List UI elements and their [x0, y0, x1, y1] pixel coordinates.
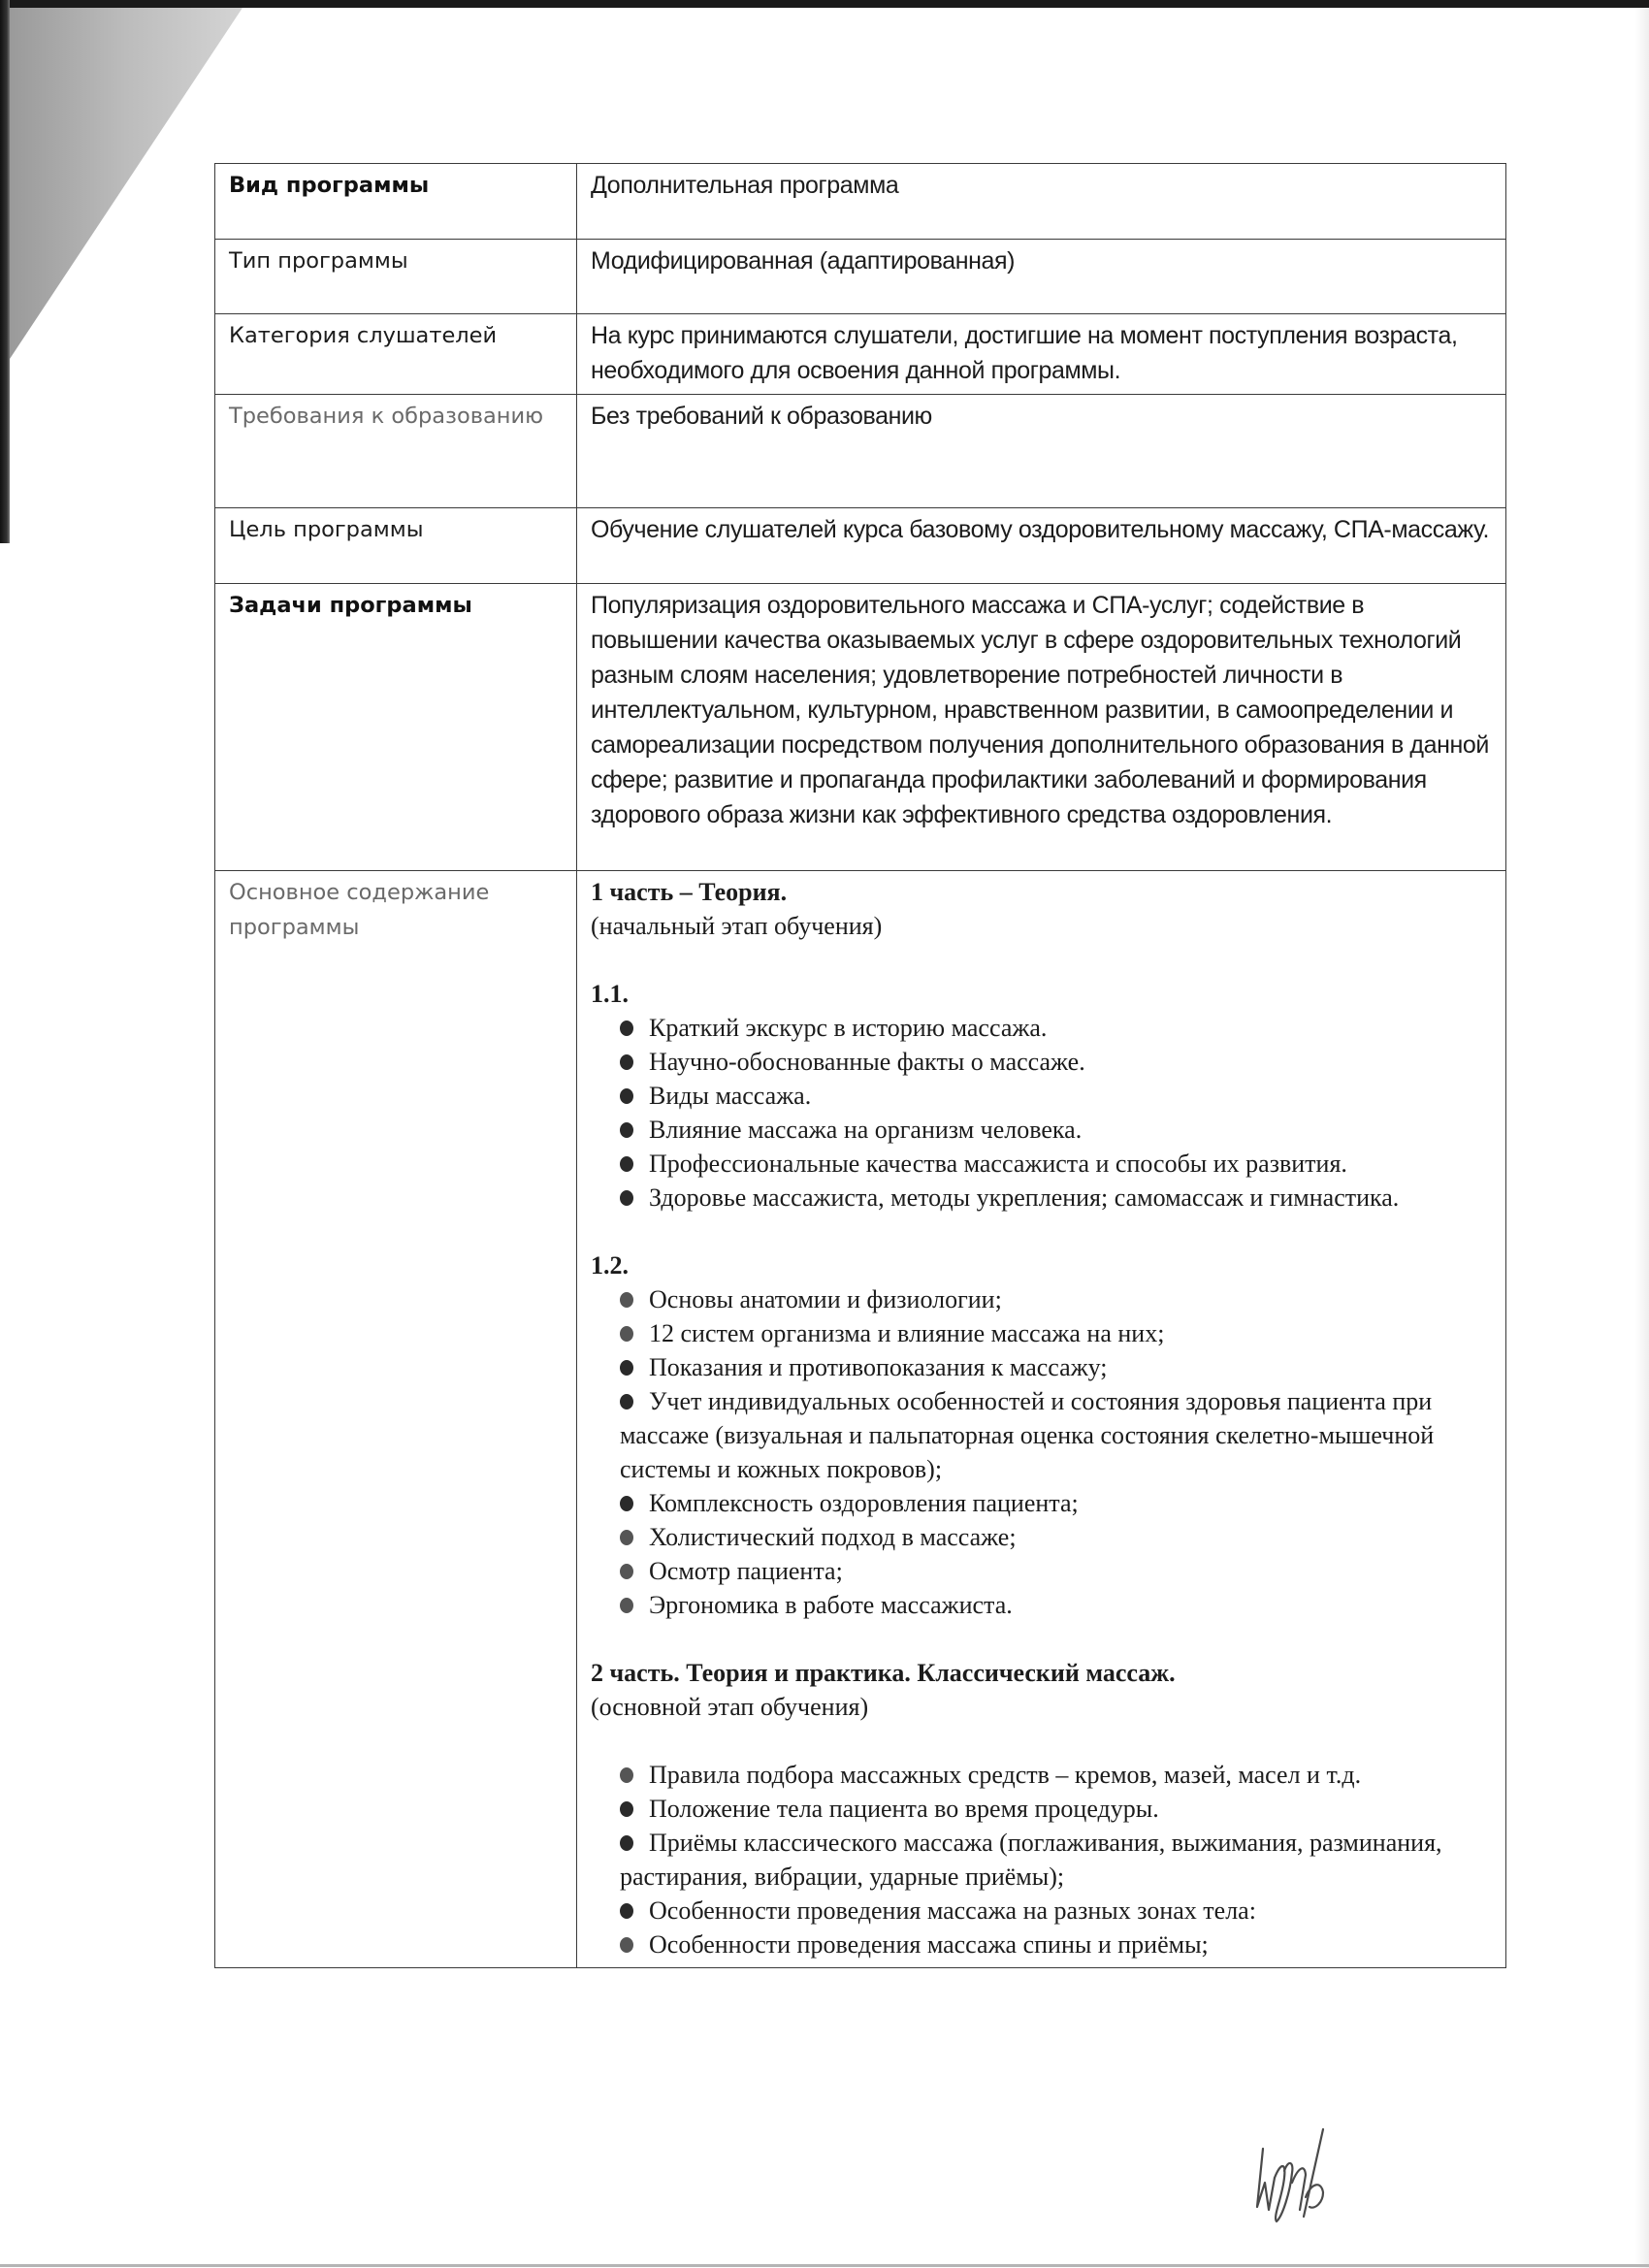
row-label: Основное содержание программы	[215, 871, 577, 1968]
section-1-2-list	[591, 1282, 1492, 1622]
row-label: Задачи программы	[215, 584, 577, 871]
table-row	[215, 314, 1506, 395]
bullet-icon	[620, 1088, 633, 1104]
table-row	[215, 395, 1506, 508]
list-item-text: Положение тела пациента во время процедуры.	[649, 1795, 1159, 1823]
bullet-icon	[620, 1767, 633, 1783]
part-2-list	[591, 1758, 1492, 1961]
bullet-icon	[620, 1598, 633, 1613]
list-item-text: Краткий экскурс в историю массажа.	[649, 1014, 1048, 1042]
bullet-icon	[620, 1530, 633, 1545]
bullet-icon	[620, 1835, 633, 1851]
table-row	[215, 508, 1506, 584]
list-item	[591, 1079, 1492, 1113]
list-item-text: Виды массажа.	[649, 1082, 812, 1110]
handwritten-signature-icon	[1251, 2124, 1348, 2231]
bullet-icon	[620, 1903, 633, 1919]
list-item	[591, 1894, 1492, 1928]
list-item-text: Комплексность оздоровления пациента;	[649, 1489, 1079, 1517]
row-label: Цель программы	[215, 508, 577, 584]
list-item	[591, 1011, 1492, 1045]
list-item-text: Правила подбора массажных средств – кремов, мазей, масел и т.д.	[649, 1761, 1362, 1789]
program-content	[577, 871, 1506, 1968]
list-item-text: Здоровье массажиста, методы укрепления; самомассаж и гимнастика.	[649, 1183, 1400, 1212]
list-item-text: Влияние массажа на организм человека.	[649, 1116, 1083, 1144]
section-number: 1.1.	[591, 980, 629, 1008]
spacer	[591, 1622, 1492, 1656]
list-item	[591, 1928, 1492, 1961]
list-item	[591, 1045, 1492, 1079]
list-item-text: Профессиональные качества массажиста и способы их развития.	[649, 1150, 1347, 1178]
list-item-text: Научно-обоснованные факты о массаже.	[649, 1048, 1085, 1076]
bullet-icon	[620, 1801, 633, 1817]
list-item	[591, 1520, 1492, 1554]
list-item	[591, 1554, 1492, 1588]
table-row	[215, 584, 1506, 871]
scan-shadow-right	[1635, 8, 1649, 2268]
spacer	[591, 943, 1492, 977]
row-label: Требования к образованию	[215, 395, 577, 508]
part-2-title: 2 часть. Теория и практика. Классический массаж.	[591, 1659, 1176, 1687]
list-item-text: Холистический подход в массаже;	[649, 1523, 1017, 1551]
list-item-text: Эргономика в работе массажиста.	[649, 1591, 1013, 1619]
list-item	[591, 1316, 1492, 1350]
bullet-icon	[620, 1394, 633, 1409]
spacer	[591, 1724, 1492, 1758]
bullet-icon	[620, 1326, 633, 1342]
scan-edge-bottom	[0, 2264, 1649, 2267]
row-label: Категория слушателей	[215, 314, 577, 395]
list-item	[591, 1758, 1492, 1792]
list-item	[591, 1384, 1492, 1486]
list-item-text: Учет индивидуальных особенностей и состояния здоровья пациента при массаже (визуальная и пальпаторная оценка состояния скелетно-мышечной системы и кожных покровов);	[620, 1387, 1435, 1483]
list-item	[591, 1792, 1492, 1826]
bullet-icon	[620, 1360, 633, 1376]
bullet-icon	[620, 1292, 633, 1308]
table-row	[215, 164, 1506, 240]
list-item-text: Показания и противопоказания к массажу;	[649, 1353, 1108, 1381]
row-value: Обучение слушателей курса базовому оздоровительному массажу, СПА-массажу.	[577, 508, 1506, 584]
row-value: Без требований к образованию	[577, 395, 1506, 508]
row-label: Вид программы	[215, 164, 577, 240]
section-1-1-list	[591, 1011, 1492, 1215]
list-item	[591, 1181, 1492, 1215]
list-item	[591, 1147, 1492, 1181]
list-item-text: Особенности проведения массажа на разных зонах тела:	[649, 1896, 1256, 1925]
spacer	[591, 1215, 1492, 1248]
bullet-icon	[620, 1496, 633, 1511]
bullet-icon	[620, 1021, 633, 1036]
row-value: Модифицированная (адаптированная)	[577, 240, 1506, 314]
list-item	[591, 1588, 1492, 1622]
list-item	[591, 1113, 1492, 1147]
list-item	[591, 1350, 1492, 1384]
bullet-icon	[620, 1122, 633, 1138]
list-item	[591, 1826, 1492, 1894]
bullet-icon	[620, 1937, 633, 1953]
table-row	[215, 871, 1506, 1968]
list-item-text: Осмотр пациента;	[649, 1557, 843, 1585]
list-item-text: Основы анатомии и физиологии;	[649, 1285, 1002, 1313]
bullet-icon	[620, 1564, 633, 1579]
part-2-stage: (основной этап обучения)	[591, 1693, 869, 1721]
row-value: Дополнительная программа	[577, 164, 1506, 240]
list-item-text: Особенности проведения массажа спины и приёмы;	[649, 1930, 1209, 1959]
row-value: На курс принимаются слушатели, достигшие на момент поступления возраста, необходимого для освоения данной программы.	[577, 314, 1506, 395]
section-number: 1.2.	[591, 1251, 629, 1280]
list-item	[591, 1282, 1492, 1316]
bullet-icon	[620, 1156, 633, 1172]
row-label: Тип программы	[215, 240, 577, 314]
list-item-text: Приёмы классического массажа (поглаживания, выжимания, разминания, растирания, вибрации, ударные приёмы);	[620, 1829, 1442, 1891]
bullet-icon	[620, 1190, 633, 1206]
program-table	[214, 163, 1506, 1968]
row-value: Популяризация оздоровительного массажа и СПА-услуг; содействие в повышении качества оказываемых услуг в сфере оздоровительных технологий разным слоям населения; удовлетворение потребностей личности в интеллектуальном, культурном, нравственном развитии, в самоопределении и самореализации посредством получения дополнительного образования в данной сфере; развитие и пропаганда профилактики заболеваний и формирования здорового образа жизни как эффективного средства оздоровления.	[577, 584, 1506, 871]
list-item	[591, 1486, 1492, 1520]
part-1-stage: (начальный этап обучения)	[591, 912, 883, 940]
table-row	[215, 240, 1506, 314]
list-item-text: 12 систем организма и влияние массажа на них;	[649, 1319, 1165, 1347]
part-1-title: 1 часть – Теория.	[591, 878, 788, 906]
bullet-icon	[620, 1054, 633, 1070]
